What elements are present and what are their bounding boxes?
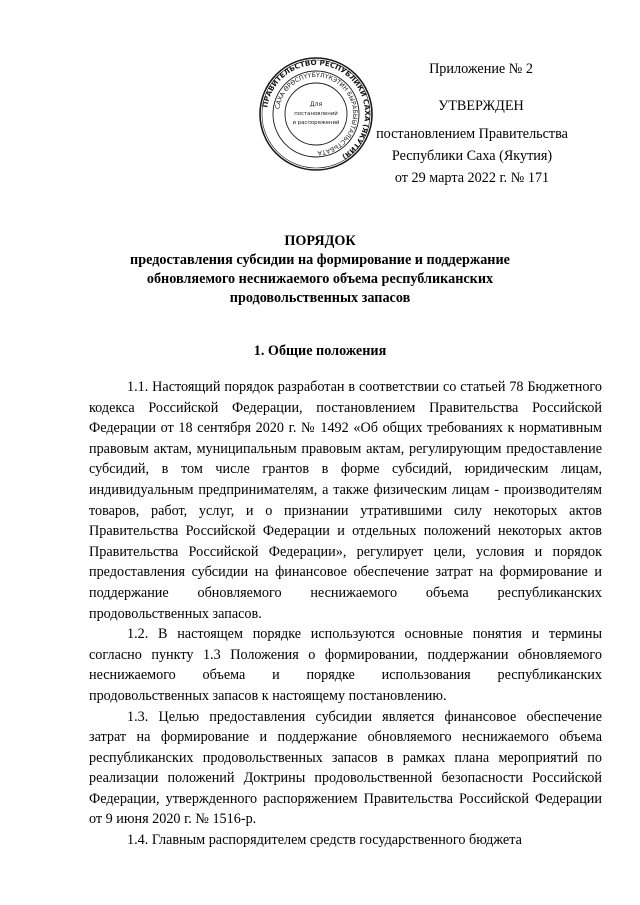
paragraph-1-3: 1.3. Целью предоставления субсидии является финансовое обеспечение затрат на формирование и поддержание обновляемого неснижаемого объема республиканских продовольственных запасов в рамках плана мероприятий по реализации положений Доктрины продовольственной безопасности Российской Федерации, утвержденного распоряжением Правительства Российской Федерации от 9 июня 2020 г. № 1516-р. (89, 708, 602, 828)
decree-line-1: постановлением Правительства (376, 126, 568, 142)
document-subtitle: предоставления субсидии на формирование и поддержание обновляемого неснижаемого объема республиканских продовольственных запасов (130, 252, 510, 306)
paragraph-1-4: 1.4. Главным распорядителем средств государственного бюджета (127, 832, 522, 849)
annex-number: Приложение № 2 (429, 61, 533, 77)
seal-inner-text: САХА ӨРӨСПҮҮБҮЛҮКЭТИН БЫРАБЫЫТАЛЬСТЬБАТА (274, 71, 359, 157)
paragraph-1-1: 1.1. Настоящий порядок разработан в соответствии со статьей 78 Бюджетного кодекса Российской Федерации, постановлением Правительства Российской Федерации от 18 сентября 2020 г. № 1492 «Об общих требованиях к нормативным правовым актам, муниципальным правовым актам, регулирующим предоставление субсидий, в том числе грантов в форме субсидий, юридическим лицам, индивидуальным предпринимателям, а также физическим лицам - производителям товаров, работ, услуг, и о признании утратившими силу некоторых актов Правительства Российской Федерации и отдельных положений некоторых актов Правительства Российской Федерации», регулирует цели, условия и порядок предоставления субсидии на финансовое обеспечение затрат на формирование и поддержание обновляемого неснижаемого объема республиканских продовольственных запасов. (89, 379, 602, 622)
seal-outer-text: ПРАВИТЕЛЬСТВО РЕСПУБЛИКИ САХА (ЯКУТИЯ) (260, 57, 373, 162)
document-title: ПОРЯДОК (284, 233, 356, 249)
seal-center-line-2: постановлений (294, 111, 338, 117)
document-body (89, 377, 602, 851)
official-seal (258, 56, 374, 172)
seal-center-line-1: Для (309, 101, 323, 108)
decree-line-2: Республики Саха (Якутия) (391, 148, 553, 164)
approval-block (352, 58, 592, 189)
seal-center-line-3: и распоряжений (292, 120, 340, 126)
section-heading: 1. Общие положения (253, 343, 387, 359)
paragraph-1-2: 1.2. В настоящем порядке используются основные понятия и термины согласно пункту 1.3 Положения о формировании, поддержании обновляемого неснижаемого объема и порядке использования республиканских продовольственных запасов к настоящему постановлению. (89, 626, 602, 704)
decree-line-3: от 29 марта 2022 г. № 171 (394, 170, 550, 186)
approved-label: УТВЕРЖДЕН (438, 98, 524, 114)
